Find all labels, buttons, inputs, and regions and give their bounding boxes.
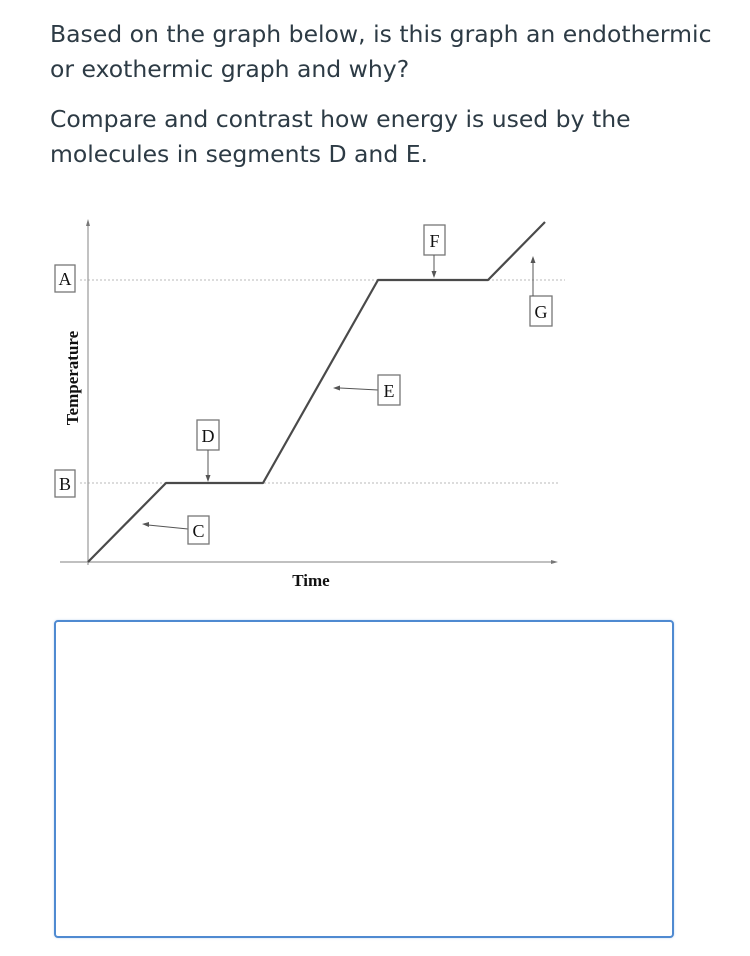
question-text-2: Compare and contrast how energy is used by the molecules in segments D and E. [50,105,631,168]
label-c-arrowhead [142,522,149,527]
label-c: C [192,521,205,541]
label-g: G [534,302,548,322]
answer-text-area[interactable] [54,620,674,938]
label-g-arrowhead [531,256,536,263]
x-axis-label: Time [292,571,330,590]
y-axis-arrowhead [86,219,90,226]
x-axis-arrowhead [551,560,558,564]
label-e-arrowhead [333,386,340,391]
label-f: F [429,231,440,251]
label-e-pointer [340,388,378,390]
question-text-1: Based on the graph below, is this graph an endothermic or exothermic graph and why? [50,20,712,83]
y-axis-label: Temperature [63,330,82,426]
label-c-pointer [148,525,188,529]
heating-curve-line [88,222,545,562]
label-d: D [201,426,215,446]
label-d-arrowhead [206,475,211,482]
label-b: B [58,474,72,494]
label-f-arrowhead [432,271,437,278]
label-e: E [383,381,395,401]
label-a: A [58,269,72,289]
